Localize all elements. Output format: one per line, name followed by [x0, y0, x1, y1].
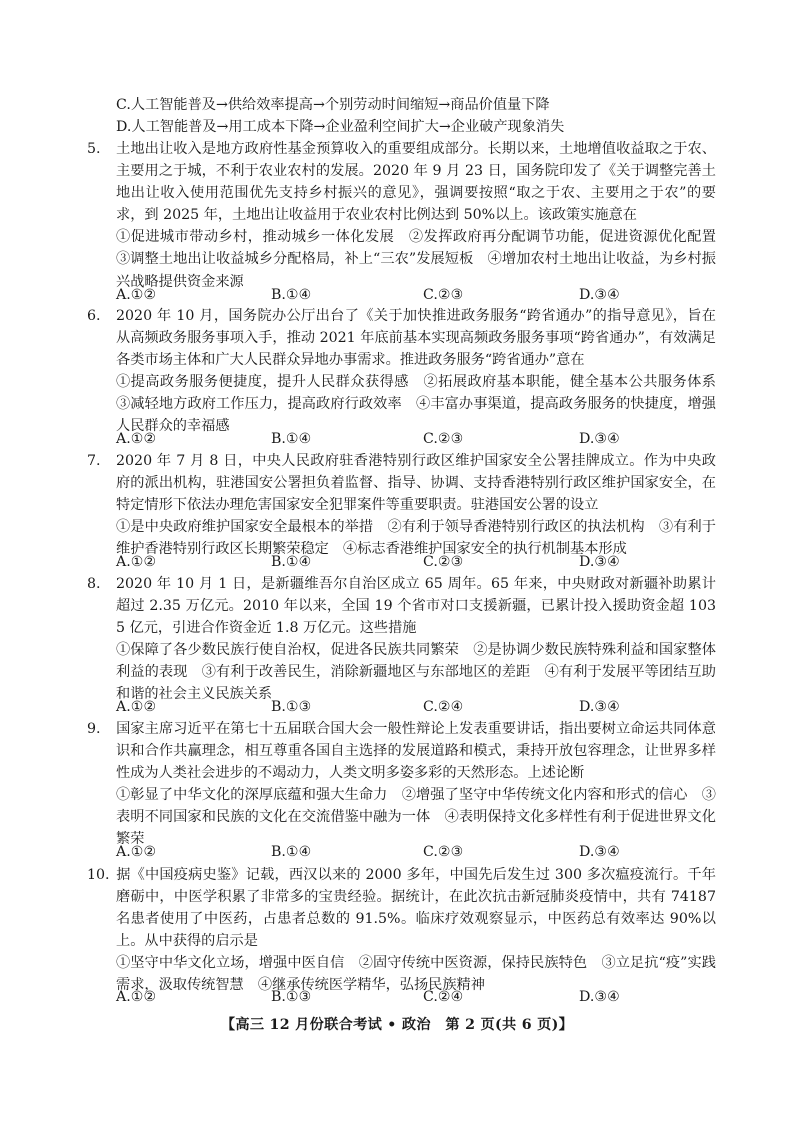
question-items: ①坚守中华文化立场，增强中医自信 ②固守传统中医资源，保持民族特色 ③立足抗“疫”实践需求，汲取传统智慧 ④继承传统医学精华，弘扬民族精神 — [116, 955, 716, 994]
question-9-options — [116, 841, 716, 863]
option-d: D.③④ — [579, 989, 620, 1005]
question-10 — [87, 864, 716, 997]
page-footer: 【高三 12 月份联合考试 • 政治 第 2 页(共 6 页)】 — [220, 1017, 574, 1033]
option-a: A.①② — [116, 554, 157, 570]
option-d: D.③④ — [579, 554, 620, 570]
option-d: D.③④ — [579, 287, 620, 303]
question-stem: 7. 2020 年 7 月 8 日，中央人民政府驻香港特别行政区维护国家安全公署挂牌成立。作为中央政府的派出机构，驻港国安公署担负着监督、指导、协调、支持香港特别行政区维护国家安全，在特定情形下依法办理危害国家安全犯罪案件等重要职责。驻港国安公署的设立 — [87, 453, 716, 514]
option-c: C.②③ — [423, 844, 464, 860]
question-stem: 6. 2020 年 10 月，国务院办公厅出台了《关于加快推进政务服务“跨省通办”的指导意见》，旨在从高频政务服务事项入手，推动 2021 年底前基本实现高频政务服务事项“跨省通办”，有效满足各类市场主体和广大人民群众异地办事需求。推进政务服务“跨省通办”意在 — [87, 308, 716, 369]
question-7-options — [116, 551, 716, 573]
option-a: A.①② — [116, 431, 157, 447]
option-b: B.①③ — [271, 699, 312, 715]
q4-option-c: C.人工智能普及→供给效率提高→个别劳动时间缩短→商品价值量下降 — [116, 97, 550, 113]
question-8-options — [116, 696, 716, 718]
question-stem: 5. 土地出让收入是地方政府性基金预算收入的重要组成部分。长期以来，土地增值收益取之于农、主要用之于城，不利于农业农村的发展。2020 年 9 月 23 日，国务院印发了《关于调整完善土地出让收入使用范围优先支持乡村振兴的意见》，强调要按照“取之于农、主要用之于农”的要求，到 2025 年，土地出让收益用于农业农村比例达到 50%以上。该政策实施意在 — [87, 141, 716, 224]
option-a: A.①② — [116, 844, 157, 860]
question-items: ①保障了各少数民族行使自治权，促进各民族共同繁荣 ②是协调少数民族特殊利益和国家整体利益的表现 ③有利于改善民生，消除新疆地区与东部地区的差距 ④有利于发展平等团结互助和谐的社会主义民族关系 — [116, 642, 716, 703]
option-a: A.①② — [116, 699, 157, 715]
question-items: ①提高政务服务便捷度，提升人民群众获得感 ②拓展政府基本职能，健全基本公共服务体系 ③减轻地方政府工作压力，提高政府行政效率 ④丰富办事渠道，提高政务服务的快捷度，增强人民群众的幸福感 — [116, 374, 731, 435]
option-b: B.①④ — [271, 287, 312, 303]
option-b: B.①④ — [271, 431, 312, 447]
option-b: B.①③ — [271, 989, 312, 1005]
question-stem: 10. 据《中国疫病史鉴》记载，西汉以来的 2000 多年，中国先后发生过 300 多次瘟疫流行。千年磨砺中，中医学积累了非常多的宝贵经验。据统计，在此次抗击新冠肺炎疫情中，共有 74187 名患者使用了中医药，占患者总数的 91.5%。临床疗效观察显示，中医药总有效率达 90%以上。从中获得的启示是 — [87, 867, 716, 950]
option-c: C.②③ — [423, 431, 464, 447]
question-9 — [87, 718, 716, 851]
question-10-options — [116, 986, 716, 1008]
option-a: A.①② — [116, 287, 157, 303]
option-b: B.①④ — [271, 844, 312, 860]
question-items: ①彰显了中华文化的深厚底蕴和强大生命力 ②增强了坚守中华传统文化内容和形式的信心 ③表明不同国家和民族的文化在交流借鉴中融为一体 ④表明保持文化多样性有利于促进世界文化繁荣 — [116, 787, 716, 848]
question-8 — [87, 573, 716, 706]
question-5 — [87, 138, 731, 293]
question-items: ①是中央政府维护国家安全最根本的举措 ②有利于领导香港特别行政区的执法机构 ③有利于维护香港特别行政区长期繁荣稳定 ④标志香港维护国家安全的执行机制基本形成 — [116, 519, 716, 558]
option-d: D.③④ — [579, 431, 620, 447]
option-c: C.②③ — [423, 554, 464, 570]
question-5-options — [116, 284, 716, 306]
option-c: C.②④ — [423, 989, 464, 1005]
question-6 — [87, 305, 731, 438]
option-c: C.②③ — [423, 287, 464, 303]
option-d: D.③④ — [579, 844, 620, 860]
question-6-options — [116, 428, 716, 450]
option-c: C.②④ — [423, 699, 464, 715]
option-b: B.①④ — [271, 554, 312, 570]
q4-option-d: D.人工智能普及→用工成本下降→企业盈利空间扩大→企业破产现象消失 — [116, 119, 565, 135]
option-d: D.③④ — [579, 699, 620, 715]
question-stem: 9. 国家主席习近平在第七十五届联合国大会一般性辩论上发表重要讲话，指出要树立命运共同体意识和合作共赢理念，相互尊重各国自主选择的发展道路和模式，秉持开放包容理念，让世界多样性成为人类社会进步的不竭动力，人类文明多姿多彩的天然形态。上述论断 — [87, 721, 716, 782]
question-items: ①促进城市带动乡村，推动城乡一体化发展 ②发挥政府再分配调节功能，促进资源优化配置 ③调整土地出让收益城乡分配格局，补上“三农”发展短板 ④增加农村土地出让收益，为乡村振兴战略提供资金来源 — [116, 229, 731, 290]
question-stem: 8. 2020 年 10 月 1 日，是新疆维吾尔自治区成立 65 周年。65 年来，中央财政对新疆补助累计超过 2.35 万亿元。2010 年以来，全国 19 个省市对口支援新疆，已累计投入援助资金超 1035 亿元，引进合作资金近 1.8 万亿元。这些措施 — [87, 576, 716, 637]
question-7 — [87, 450, 716, 560]
option-a: A.①② — [116, 989, 157, 1005]
